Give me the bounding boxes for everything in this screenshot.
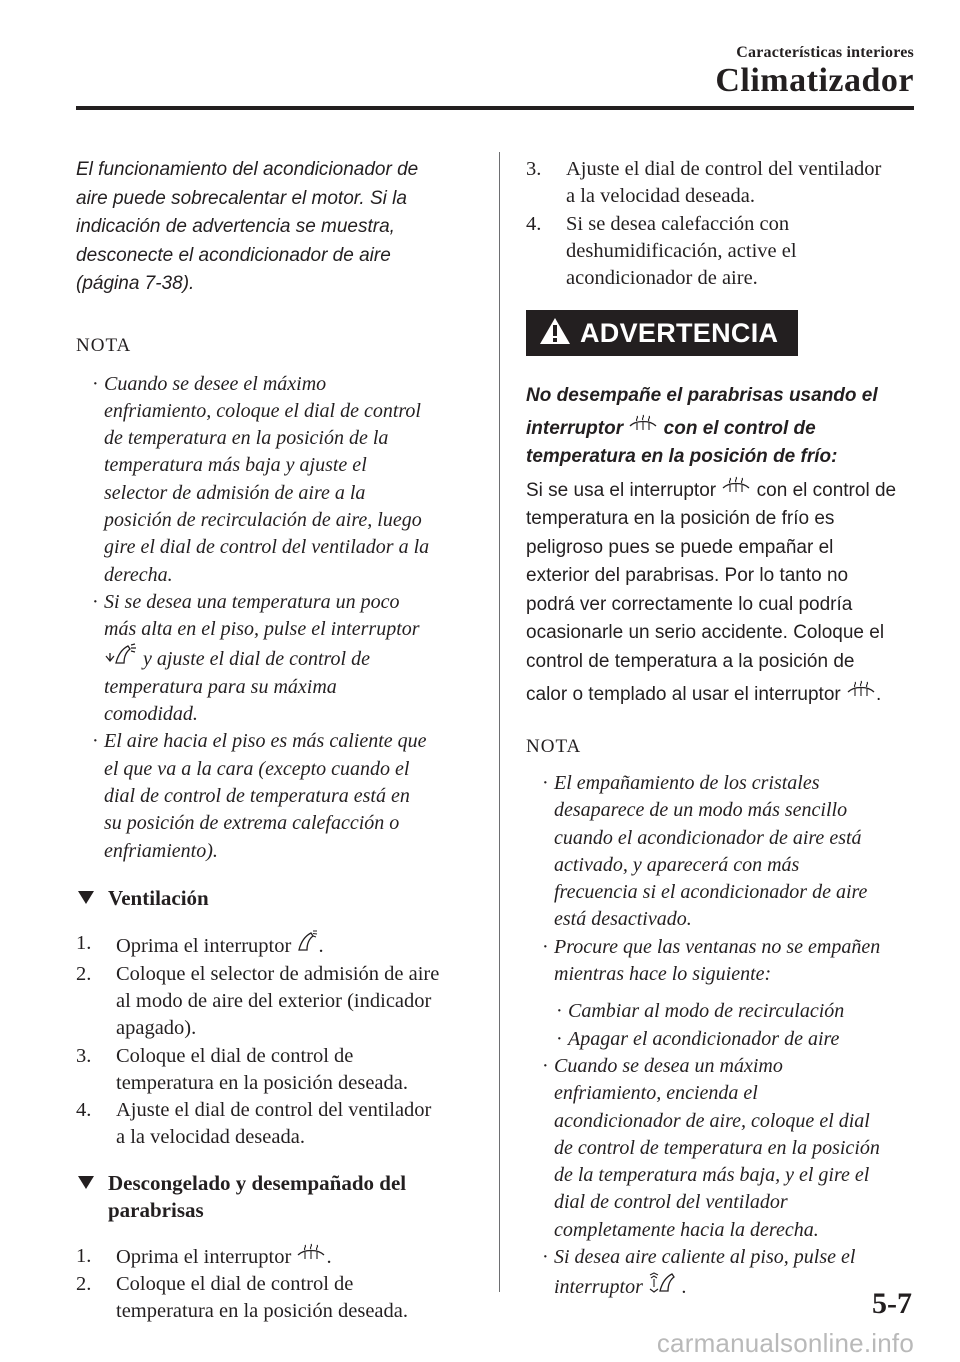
step-number: 4. <box>76 1099 92 1122</box>
warning-label: ADVERTENCIA <box>580 317 779 348</box>
nota-item <box>76 589 476 728</box>
text-run: interruptor <box>526 417 629 439</box>
step-number: 1. <box>76 932 92 955</box>
ventilacion-steps <box>76 930 476 1151</box>
text-line <box>554 1271 926 1301</box>
text-run: Oprima el interruptor <box>116 1245 297 1268</box>
text-line: comodidad. <box>104 703 198 726</box>
ventilacion-heading <box>76 885 476 913</box>
text-run: calor o templado al usar el interruptor <box>526 684 846 706</box>
warning-body-line: control de temperatura a la posición de <box>526 650 855 672</box>
warning-body-line: exterior del parabrisas. Por lo tanto no <box>526 565 849 587</box>
warning-body-line <box>526 476 926 506</box>
chapter-title: Climatizador <box>715 62 914 99</box>
warning-body-line: ocasionarle un serio accidente. Coloque el <box>526 622 885 644</box>
section-label: Características interiores <box>736 44 914 61</box>
text-line: está desactivado. <box>554 908 692 931</box>
text-line: completamente hacia la derecha. <box>554 1218 819 1241</box>
text-line: mientras hace lo siguiente: <box>554 963 772 986</box>
text-run: interruptor <box>554 1276 648 1299</box>
text-line: el que va a la cara (excepto cuando el <box>104 757 410 780</box>
windshield-defrost-icon <box>846 680 876 710</box>
step <box>76 1243 476 1271</box>
text-line: de la temperatura más baja, y el gire el <box>554 1164 870 1187</box>
warning-banner <box>526 310 798 356</box>
intro-line: (página 7-38). <box>76 273 195 294</box>
text-line: · Cuando se desee el máximo <box>104 372 327 395</box>
text-run: . <box>326 1245 332 1268</box>
text-line: enfriamiento). <box>104 839 218 862</box>
step <box>76 1043 476 1098</box>
left-column <box>76 156 476 1326</box>
text-line: · Cuando se desea un máximo <box>554 1054 783 1077</box>
text-line: acondicionador de aire, coloque el dial <box>554 1109 870 1132</box>
text-run: con el control de <box>751 479 897 501</box>
nota-list <box>526 1053 926 1302</box>
intro-line: El funcionamiento del acondicionador de <box>76 159 419 180</box>
column-divider <box>499 152 500 1292</box>
nota-sublist <box>526 998 926 1053</box>
text-line: apagado). <box>116 1017 197 1040</box>
step-number: 2. <box>76 962 92 985</box>
step <box>76 1271 476 1326</box>
text-line: derecha. <box>104 563 173 586</box>
nota-item <box>526 1053 926 1244</box>
watermark-link[interactable]: carmanualsonline.info <box>656 1328 914 1358</box>
text-line: desaparece de un modo más sencillo <box>554 799 848 822</box>
warning-heading-line: No desempañe el parabrisas usando el <box>526 385 878 407</box>
nota-label: NOTA <box>76 334 132 356</box>
text-line: su posición de extrema calefacción o <box>104 812 400 835</box>
intro-line: desconecte el acondicionador de aire <box>76 244 391 266</box>
text-run: . <box>876 684 882 706</box>
warning-heading-line <box>526 414 926 444</box>
text-run: . <box>681 1276 687 1299</box>
nota-subitem: · Cambiar al modo de recirculación <box>526 998 926 1025</box>
warning-heading-line: temperatura en la posición de frío: <box>526 446 838 468</box>
intro-paragraph <box>76 156 476 299</box>
nota-item <box>76 371 476 589</box>
warning-body-line: peligroso pues se puede empañar el <box>526 536 834 558</box>
step-number: 4. <box>526 212 542 235</box>
nota-list <box>526 770 926 988</box>
nota-item <box>526 1244 926 1302</box>
text-line: · El empañamiento de los cristales <box>554 771 820 794</box>
text-line: temperatura más baja y ajuste el <box>104 454 367 477</box>
text-run: Oprima el interruptor <box>116 935 297 958</box>
nota-item <box>526 770 926 934</box>
text-line: enfriamiento, coloque el dial de control <box>104 399 421 422</box>
text-line: Ajuste el dial de control del ventilador <box>116 1099 432 1122</box>
header-rule <box>76 106 914 110</box>
nota-label: NOTA <box>526 735 582 757</box>
text-line: gire el dial de control del ventilador a la <box>104 536 430 559</box>
step-number: 3. <box>76 1044 92 1067</box>
warning-body-line: podrá ver correctamente lo cual podría <box>526 593 853 615</box>
right-column <box>526 156 926 1302</box>
text-run: . <box>318 935 324 958</box>
floor-defrost-icon <box>104 643 138 673</box>
text-line: activado, y aparecerá con más <box>554 853 800 876</box>
intro-line: aire puede sobrecalentar el motor. Si la <box>76 187 407 209</box>
text-line: temperatura en la posición deseada. <box>116 1071 408 1094</box>
text-line: Si se desea calefacción con <box>566 212 790 235</box>
text-line: Coloque el dial de control de <box>116 1273 354 1296</box>
heading-text: Descongelado y desempañado del <box>108 1170 407 1195</box>
warning-text <box>526 382 926 710</box>
windshield-defrost-icon <box>296 1243 326 1271</box>
step-number: 2. <box>76 1273 92 1296</box>
text-line: dial de control del ventilador <box>554 1191 788 1214</box>
step <box>526 156 926 211</box>
text-line: cuando el acondicionador de aire está <box>554 826 862 849</box>
text-run: con el control de <box>658 417 816 439</box>
text-line: · El aire hacia el piso es más caliente que <box>104 730 427 753</box>
descongelado-heading <box>76 1170 476 1225</box>
text-line: de temperatura en la posición de la <box>104 427 389 450</box>
text-line: Coloque el dial de control de <box>116 1044 354 1067</box>
text-line: Ajuste el dial de control del ventilador <box>566 158 882 180</box>
intro-line: indicación de advertencia se muestra, <box>76 216 395 237</box>
text-line: Coloque el selector de admisión de aire <box>116 962 440 985</box>
text-line: enfriamiento, encienda el <box>554 1082 758 1105</box>
text-line: selector de admisión de aire a la <box>104 481 366 504</box>
step <box>76 1097 476 1152</box>
text-line: temperatura en la posición deseada. <box>116 1300 408 1323</box>
text-line: más alta en el piso, pulse el interruptor <box>104 618 420 641</box>
descongelado-steps-cont <box>526 156 926 292</box>
nota-item <box>76 728 476 864</box>
text-run: y ajuste el dial de control de <box>138 648 370 671</box>
windshield-defrost-icon <box>628 414 658 444</box>
floor-defrost-icon <box>648 1271 682 1301</box>
text-line: · Si desea aire caliente al piso, pulse el <box>554 1246 856 1269</box>
step-number: 1. <box>76 1244 92 1267</box>
section-triangle-icon <box>78 891 94 904</box>
descongelado-steps <box>76 1243 476 1326</box>
step-number: 3. <box>526 158 542 180</box>
step <box>526 211 926 293</box>
text-line: a la velocidad deseada. <box>566 185 755 208</box>
text-line: · Si se desea una temperatura un poco <box>104 590 400 613</box>
heading-text: parabrisas <box>108 1198 204 1223</box>
face-vent-icon <box>296 930 318 960</box>
nota-list <box>76 371 476 865</box>
nota-subitem: · Apagar el acondicionador de aire <box>526 1026 926 1053</box>
heading-text: Ventilación <box>108 885 209 910</box>
text-line: · Procure que las ventanas no se empañen <box>554 935 881 958</box>
step <box>76 961 476 1043</box>
text-line: deshumidificación, active el <box>566 239 797 262</box>
windshield-defrost-icon <box>721 476 751 506</box>
warning-body-line <box>526 680 926 710</box>
nota-item <box>526 934 926 989</box>
page-number: 5-7 <box>872 1287 912 1320</box>
text-line: temperatura para su máxima <box>104 675 337 698</box>
text-line: de control de temperatura en la posición <box>554 1136 880 1159</box>
section-triangle-icon <box>78 1176 94 1189</box>
text-line <box>104 643 476 673</box>
text-line: posición de recirculación de aire, luego <box>104 508 422 531</box>
warning-triangle-icon <box>538 316 572 351</box>
text-line: acondicionador de aire. <box>566 267 758 290</box>
step <box>76 930 476 960</box>
text-line: dial de control de temperatura está en <box>104 784 410 807</box>
text-line: al modo de aire del exterior (indicador <box>116 989 432 1012</box>
warning-body-line: temperatura en la posición de frío es <box>526 508 835 530</box>
text-line: a la velocidad deseada. <box>116 1126 305 1149</box>
text-run: Si se usa el interruptor <box>526 479 722 501</box>
text-line: frecuencia si el acondicionador de aire <box>554 881 868 904</box>
